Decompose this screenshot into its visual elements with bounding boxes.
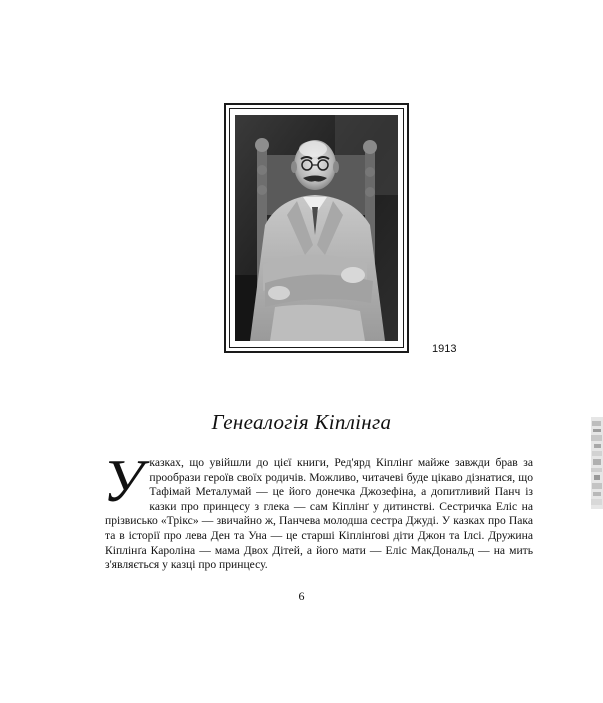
section-title: Генеалогія Кіплінга bbox=[211, 410, 392, 434]
photo-year-caption: 1913 bbox=[432, 343, 457, 355]
portrait-photo bbox=[235, 115, 398, 341]
drop-cap: У bbox=[103, 448, 144, 514]
edge-index-tab bbox=[591, 417, 603, 509]
portrait-photo-image bbox=[235, 115, 398, 341]
paragraph-text: казках, що увійшли до цієї книги, Ред'ярд Кіплінґ майже завжди брав за прообрази героїв своїх родичів. Можливо, читачеві буде цікаво дізнатися, що Тафімай Металумай — це його донечка Джозефіна, а допитливий Панч із казки про принцесу з глека — сам Кіплінґ у дитинстві. Сестричка Еліс на прізвисько «Трікс» — звичайно ж, Панчева молодша сестра Джуді. У казках про Пака та в історії про лева Ден та Уна — це старші Кіплінґові діти Джон та Ілсі. Дружина Кіплінґа Кароліна — мама Двох Дітей, а його мати — Еліс МакДональд — на мить з'являється у казці про принцесу. bbox=[105, 456, 533, 572]
portrait-photo-frame bbox=[224, 103, 409, 353]
page-number: 6 bbox=[298, 589, 305, 603]
body-paragraph bbox=[103, 448, 533, 573]
edge-texture-graphic bbox=[591, 417, 603, 509]
